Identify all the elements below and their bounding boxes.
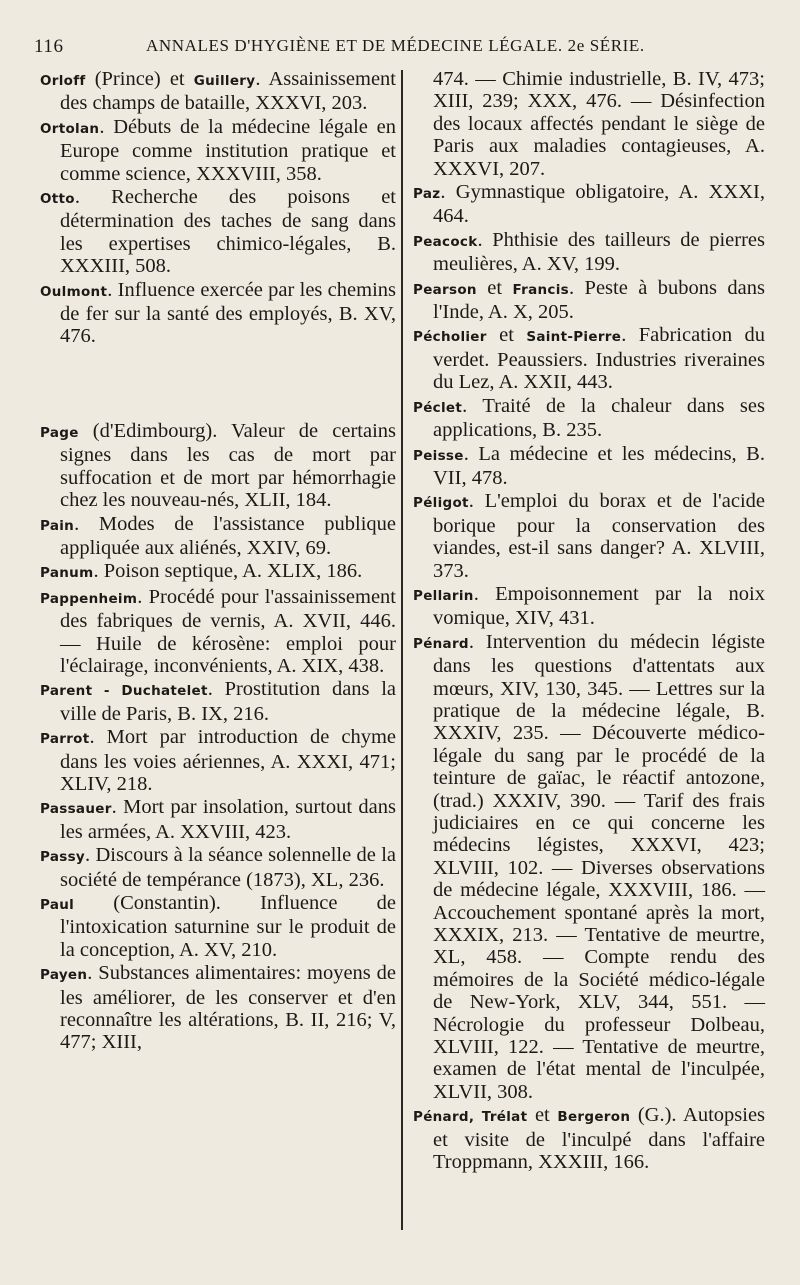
index-entry: Pappenheim. Procédé pour l'assainissement des fabriques de vernis, A. XVII, 446. — Huile de kérosène: emploi pour l'éclairage, inconvénients, A. XIX, 438. (40, 585, 396, 677)
index-entry: Ortolan. Débuts de la médecine légale en Europe comme institution pratique et comme science, XXXVIII, 358. (40, 115, 396, 185)
entry-name: Saint-Pierre (526, 329, 622, 346)
entry-name: Guillery (193, 73, 256, 89)
index-entry: Parent - Duchatelet. Prostitution dans la ville de Paris, B. IX, 216. (40, 678, 397, 725)
index-entry: Peacock. Phthisie des tailleurs de pierres meulières, A. XV, 199. (413, 228, 765, 276)
index-entry: Panum. Poison septique, A. XLIX, 186. (40, 560, 363, 583)
index-entry: Pearson et Francis. Peste à bubons dans l'Inde, A. X, 205. (413, 276, 765, 324)
entry-name: Parent - Duchatelet (40, 683, 208, 700)
index-entry: Paz. Gymnastique obligatoire, A. XXXI, 464. (413, 181, 765, 228)
index-entry: Parrot. Mort par introduction de chyme dans les voies aériennes, A. XXXI, 471; XLIV, 218. (40, 726, 396, 795)
entry-name: Paul (40, 897, 75, 913)
entry-name: Pappenheim (40, 590, 138, 607)
left-column (40, 68, 396, 1055)
entry-name: Péligot (413, 495, 469, 512)
index-entry: Paul (Constantin). Influence de l'intoxication saturnine sur le produit de la conception, A. XV, 210. (40, 892, 396, 961)
index-entry: Pécholier et Saint-Pierre. Fabrication du verdet. Peaussiers. Industries riveraines du Lez, A. XXII, 443. (413, 324, 765, 394)
entry-name: Orloff (40, 73, 86, 89)
entry-name: Oulmont (40, 283, 108, 300)
entry-name: Page (40, 424, 79, 441)
entry-name: Péclet (413, 399, 463, 416)
index-entry: Oulmont. Influence exercée par les chemins de fer sur la santé des employés, B. XV, 476. (40, 278, 396, 348)
entry-name: Panum (40, 565, 94, 582)
entry-name: Otto (40, 191, 75, 208)
entry-name: Pearson (413, 281, 477, 298)
entry-name: Peisse (413, 447, 464, 464)
entry-name: Peacock (413, 233, 478, 250)
page-number: 116 (34, 36, 64, 57)
index-entry: Page (d'Edimbourg). Valeur de certains signes dans les cas de mort par suffocation et de mort par hémorrhagie chez les nouveau-nés, XLII, 184. (40, 419, 396, 512)
entry-name: Bergeron (557, 1109, 631, 1126)
index-entry: Payen. Substances alimentaires: moyens de les améliorer, de les conserver et d'en reconnaître les altérations, B. II, 216; V, 477; XIII, (40, 962, 396, 1054)
entry-name: Passauer (40, 801, 112, 818)
index-entry: Passy. Discours à la séance solennelle de la société de tempérance (1873), XL, 236. (40, 844, 396, 891)
entry-name: Pellarin (413, 587, 474, 604)
entry-name: Francis (512, 281, 569, 298)
entry-name: Paz (413, 186, 441, 203)
entry-name: Parrot (40, 731, 90, 748)
entry-continuation: 474. — Chimie industrielle, B. IV, 473; XIII, 239; XXX, 476. — Désinfection des locaux affectés pendant le siège de Paris aux maladies contagieuses, A. XXXVI, 207. (433, 68, 765, 180)
index-entry: Orloff (Prince) et Guillery. Assainissement des champs de bataille, XXXVI, 203. (40, 68, 396, 115)
entry-name: Payen (40, 967, 88, 984)
index-entry: Pénard, Trélat et Bergeron (G.). Autopsies et visite de l'inculpé dans l'affaire Troppmann, XXXIII, 166. (413, 1104, 766, 1174)
index-entry: Pain. Modes de l'assistance publique appliquée aux aliénés, XXIV, 69. (40, 512, 396, 559)
index-entry: Passauer. Mort par insolation, surtout dans les armées, A. XXVIII, 423. (40, 796, 396, 843)
running-title: ANNALES D'HYGIÈNE ET DE MÉDECINE LÉGALE. 2e SÉRIE. (146, 36, 645, 55)
index-entry: Péclet. Traité de la chaleur dans ses applications, B. 235. (413, 394, 765, 442)
running-header (34, 36, 774, 66)
right-column (413, 68, 765, 1175)
index-entry: Otto. Recherche des poisons et détermination des taches de sang dans les expertises chimico-légales, B. XXXIII, 508. (40, 186, 396, 278)
entry-name: Pénard (413, 635, 469, 652)
entry-name: Passy (40, 849, 86, 866)
index-entry: Pellarin. Empoisonnement par la noix vomique, XIV, 431. (413, 582, 765, 630)
entry-name: Ortolan (40, 120, 100, 137)
entry-name: Pénard, Trélat (413, 1109, 528, 1126)
entry-name: Pécholier (413, 329, 487, 346)
index-entry: Péligot. L'emploi du borax et de l'acide borique pour la conservation des viandes, est-il sans danger? A. XLVIII, 373. (413, 490, 765, 582)
index-entry: Peisse. La médecine et les médecins, B. VII, 478. (413, 442, 765, 489)
entry-name: Pain (40, 517, 75, 534)
index-entry: Pénard. Intervention du médecin légiste dans les questions d'attentats aux mœurs, XIV, 130, 345. — Lettres sur la pratique de la médecine légale, B. XXXIV, 235. — Découverte médico-légale du sang par le procédé de la teinture de gaïac, le réactif antozone, (trad.) XXXIV, 390. — Tarif des frais judiciaires en ce qui concerne les médecins légistes, XXXVI, 423; XLVIII, 102. — Diverses observations de médecine légale, XXXVIII, 186. — Accouchement spontané après la mort, XXXIX, 213. — Tentative de meurtre, XL, 458. — Compte rendu des mémoires de la Société médico-légale de New-York, XLV, 344, 551. — Nécrologie du professeur Dolbeau, XLVIII, 122. — Tentative de meurtre, examen de l'état mental de l'inculpée, XLVII, 308. (413, 630, 765, 1103)
column-divider (401, 70, 403, 1230)
